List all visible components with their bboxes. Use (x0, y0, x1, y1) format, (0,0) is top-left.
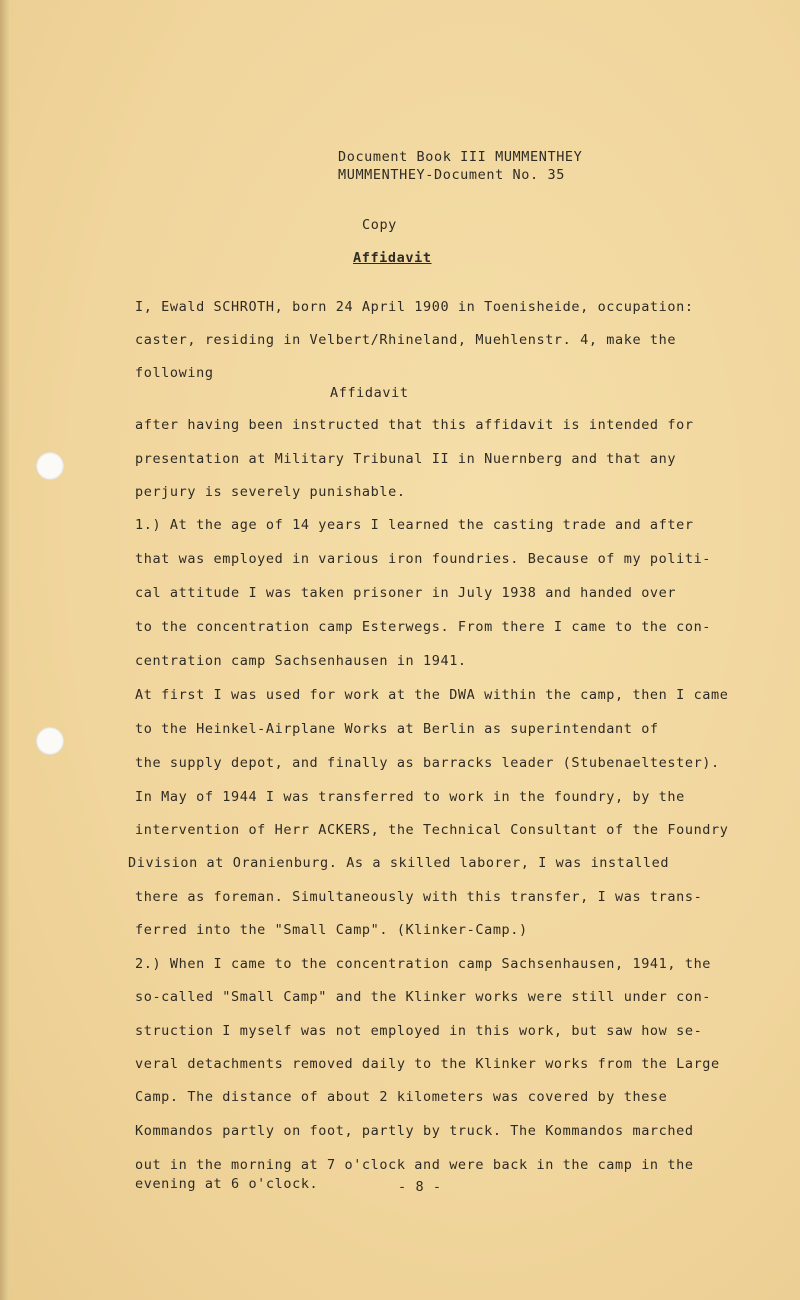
punch-hole (36, 727, 64, 755)
page-number: - 8 - (398, 1179, 442, 1195)
body-line: so-called "Small Camp" and the Klinker works were still under con- (135, 989, 712, 1005)
body-line: 1.) At the age of 14 years I learned the casting trade and after (135, 517, 694, 533)
body-line: the supply depot, and finally as barracks leader (Stubenaeltester). (135, 755, 720, 771)
copy-label: Copy (362, 217, 397, 233)
body-line: struction I myself was not employed in this work, but saw how se- (135, 1023, 703, 1039)
body-line: Camp. The distance of about 2 kilometers was covered by these (135, 1089, 668, 1105)
body-line: At first I was used for work at the DWA within the camp, then I came (135, 687, 729, 703)
body-line: to the concentration camp Esterwegs. From there I came to the con- (135, 619, 712, 635)
body-line: centration camp Sachsenhausen in 1941. (135, 653, 467, 669)
intro-line: caster, residing in Velbert/Rhineland, Muehlenstr. 4, make the (135, 332, 677, 348)
body-line: In May of 1944 I was transferred to work in the foundry, by the (135, 789, 685, 805)
body-line: that was employed in various iron foundries. Because of my politi- (135, 551, 712, 567)
body-line: Kommandos partly on foot, partly by truck. The Kommandos marched (135, 1123, 694, 1139)
body-line: to the Heinkel-Airplane Works at Berlin as superintendant of (135, 721, 659, 737)
paper-left-edge (0, 0, 9, 1300)
subtitle: Affidavit (330, 385, 409, 401)
body-line: evening at 6 o'clock. (135, 1176, 319, 1192)
body-line: veral detachments removed daily to the Klinker works from the Large (135, 1056, 720, 1072)
header-line-2: MUMMENTHEY-Document No. 35 (338, 167, 565, 183)
body-line: intervention of Herr ACKERS, the Technical Consultant of the Foundry (135, 822, 729, 838)
body-line: 2.) When I came to the concentration camp Sachsenhausen, 1941, the (135, 956, 712, 972)
instruction-line: perjury is severely punishable. (135, 484, 406, 500)
body-line: ferred into the "Small Camp". (Klinker-Camp.) (135, 922, 528, 938)
intro-line: I, Ewald SCHROTH, born 24 April 1900 in Toenisheide, occupation: (135, 299, 694, 315)
body-line: out in the morning at 7 o'clock and were back in the camp in the (135, 1157, 694, 1173)
header-line-1: Document Book III MUMMENTHEY (338, 149, 583, 165)
punch-hole (36, 452, 64, 480)
intro-line: following (135, 365, 214, 381)
instruction-line: presentation at Military Tribunal II in Nuernberg and that any (135, 451, 677, 467)
document-title: Affidavit (353, 250, 432, 266)
body-line: cal attitude I was taken prisoner in July 1938 and handed over (135, 585, 677, 601)
body-line: there as foreman. Simultaneously with this transfer, I was trans- (135, 889, 703, 905)
body-line: Division at Oranienburg. As a skilled laborer, I was installed (128, 855, 670, 871)
instruction-line: after having been instructed that this affidavit is intended for (135, 417, 694, 433)
